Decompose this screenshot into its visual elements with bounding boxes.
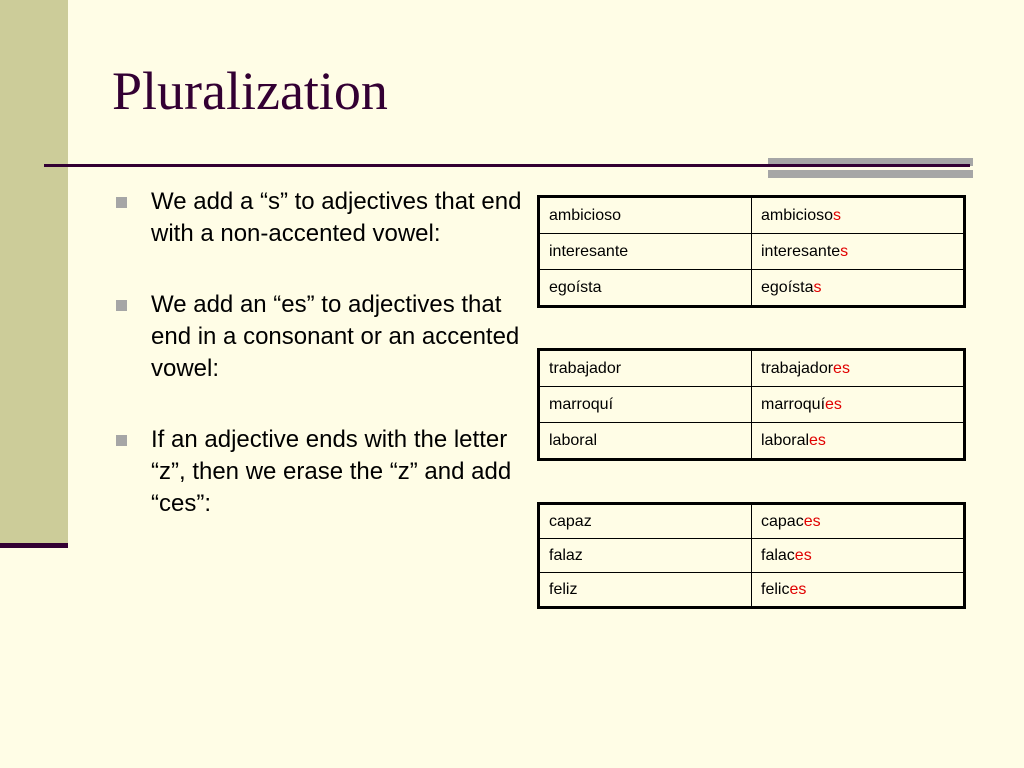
table-row bbox=[539, 234, 965, 270]
plural-suffix: es bbox=[825, 395, 842, 413]
plural-stem: trabajador bbox=[761, 359, 834, 377]
plural-cell bbox=[752, 197, 965, 234]
plural-stem: capac bbox=[761, 512, 804, 530]
table-row bbox=[539, 539, 965, 573]
singular-cell: feliz bbox=[539, 573, 752, 608]
bullet-item bbox=[114, 424, 534, 520]
plural-cell bbox=[752, 387, 965, 423]
singular-cell: ambicioso bbox=[539, 197, 752, 234]
side-band bbox=[0, 0, 68, 546]
bullet-text: If an adjective ends with the letter “z”, then we erase the “z” and add “ces”: bbox=[151, 426, 512, 517]
plural-suffix: es bbox=[833, 359, 850, 377]
plural-stem: interesante bbox=[761, 242, 841, 260]
bullet-item bbox=[114, 289, 534, 385]
plural-suffix: es bbox=[809, 431, 826, 449]
singular-cell: trabajador bbox=[539, 350, 752, 387]
title-rule-accent-lower bbox=[768, 170, 973, 178]
plural-suffix: s bbox=[833, 206, 842, 224]
plural-suffix: s bbox=[813, 278, 822, 296]
bullet-text: We add an “es” to adjectives that end in a consonant or an accented vowel: bbox=[151, 291, 520, 382]
singular-cell: egoísta bbox=[539, 270, 752, 307]
table-row bbox=[539, 423, 965, 460]
plural-table-es bbox=[537, 348, 966, 461]
side-band-cap bbox=[0, 543, 68, 548]
plural-stem: felic bbox=[761, 580, 790, 598]
table-row bbox=[539, 387, 965, 423]
table-row bbox=[539, 270, 965, 307]
plural-cell bbox=[752, 504, 965, 539]
plural-stem: egoísta bbox=[761, 278, 814, 296]
slide-title: Pluralization bbox=[112, 61, 388, 121]
title-rule bbox=[44, 164, 970, 167]
plural-stem: falac bbox=[761, 546, 795, 564]
singular-cell: marroquí bbox=[539, 387, 752, 423]
table-row bbox=[539, 573, 965, 608]
singular-cell: capaz bbox=[539, 504, 752, 539]
plural-cell bbox=[752, 350, 965, 387]
bullet-text: We add a “s” to adjectives that end with a non-accented vowel: bbox=[151, 188, 522, 247]
singular-cell: interesante bbox=[539, 234, 752, 270]
plural-suffix: s bbox=[840, 242, 849, 260]
plural-suffix: es bbox=[794, 546, 812, 564]
table-row bbox=[539, 197, 965, 234]
plural-cell bbox=[752, 270, 965, 307]
square-bullet-icon bbox=[116, 300, 127, 311]
plural-cell bbox=[752, 573, 965, 608]
plural-cell bbox=[752, 423, 965, 460]
plural-table-s bbox=[537, 195, 966, 308]
singular-cell: laboral bbox=[539, 423, 752, 460]
singular-cell: falaz bbox=[539, 539, 752, 573]
plural-stem: marroquí bbox=[761, 395, 826, 413]
plural-table-ces bbox=[537, 502, 966, 609]
square-bullet-icon bbox=[116, 435, 127, 446]
plural-cell bbox=[752, 234, 965, 270]
table-row bbox=[539, 350, 965, 387]
square-bullet-icon bbox=[116, 197, 127, 208]
plural-suffix: es bbox=[803, 512, 821, 530]
plural-suffix: es bbox=[789, 580, 807, 598]
plural-cell bbox=[752, 539, 965, 573]
plural-stem: ambicioso bbox=[761, 206, 834, 224]
plural-stem: laboral bbox=[761, 431, 810, 449]
bullet-list bbox=[114, 186, 534, 559]
bullet-item bbox=[114, 186, 534, 250]
table-row bbox=[539, 504, 965, 539]
